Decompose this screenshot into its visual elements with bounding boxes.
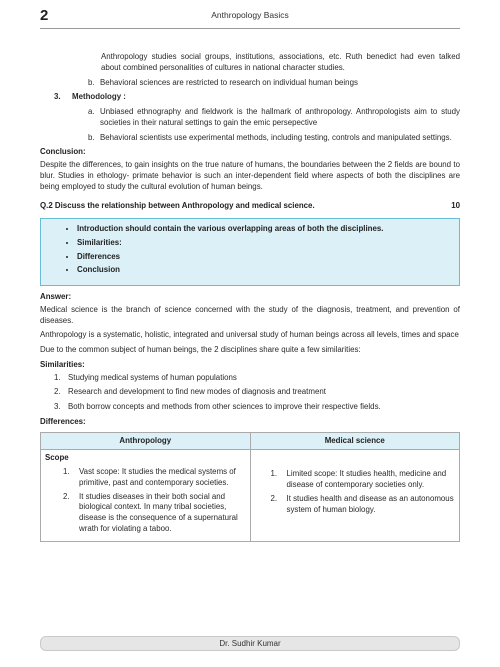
similarities-heading: Similarities: bbox=[40, 359, 85, 369]
page-footer: Dr. Sudhir Kumar bbox=[40, 636, 460, 651]
list-item: 1. Studying medical systems of human populations bbox=[54, 372, 237, 382]
question-marks: 10 bbox=[451, 201, 460, 211]
answer-paragraph: Medical science is the branch of science concerned with the study of the diagnosis, treatment, and prevention of diseases. bbox=[40, 304, 460, 325]
column-header: Anthropology bbox=[41, 432, 251, 450]
question-row bbox=[40, 201, 460, 212]
table-cell bbox=[41, 450, 251, 541]
list-item: • Similarities: bbox=[77, 238, 449, 249]
answer-heading: Answer: bbox=[40, 292, 72, 301]
differences-table bbox=[40, 432, 460, 542]
list-item: 3. Both borrow concepts and methods from other sciences to improve their respective fields. bbox=[54, 402, 381, 411]
page-header bbox=[40, 6, 460, 29]
list-item: 2. It studies diseases in their both social and biological context. In many tribal societies, disease is the consequence of a supernatural wrath for violating a taboo. bbox=[63, 491, 238, 533]
question-text: Q.2 Discuss the relationship between Anthropology and medical science. bbox=[40, 201, 315, 211]
answer-paragraph: Due to the common subject of human beings, the 2 disciplines share quite a few similarities: bbox=[40, 345, 361, 354]
list-item: b. Behavioral sciences are restricted to research on individual human beings bbox=[88, 77, 358, 87]
conclusion-paragraph: Despite the differences, to gain insights on the true nature of humans, the boundaries between the 2 fields are bound to blur. Studies in ethology- primate behavior is such an inter-dependent field where aspects of both the disciplines are being employed to study the cultural evolution of human beings. bbox=[40, 160, 460, 191]
table-cell bbox=[250, 450, 460, 541]
list-item: 1. Vast scope: It studies the medical systems of primitive, past and contemporary societies. bbox=[63, 467, 236, 487]
differences-heading: Differences: bbox=[40, 416, 86, 426]
page-number: 2 bbox=[40, 7, 49, 24]
answer-paragraph: Anthropology is a systematic, holistic, integrated and universal study of human beings across all levels, times and space bbox=[40, 330, 459, 340]
list-item: 2. It studies health and disease as an autonomous system of human biology. bbox=[270, 493, 454, 514]
book-title: Anthropology Basics bbox=[211, 10, 289, 20]
list-item: b. Behavioral scientists use experimental methods, including testing, controls and manipulated settings. bbox=[88, 132, 452, 142]
similarities-list bbox=[40, 373, 460, 413]
hint-box bbox=[40, 218, 460, 286]
continued-paragraph: Anthropology studies social groups, institutions, associations, etc. Ruth benedict had even talked about combined personalities of cultures in national character studies. bbox=[101, 52, 460, 72]
conclusion-heading: Conclusion: bbox=[40, 147, 86, 157]
row-label: Scope bbox=[45, 453, 69, 463]
list-item: 2. Research and development to find new modes of diagnosis and treatment bbox=[54, 387, 326, 397]
hint-list bbox=[65, 224, 449, 276]
page-content bbox=[40, 52, 460, 542]
list-item: • Differences bbox=[77, 252, 449, 263]
list-item: 1. Limited scope: It studies health, medicine and disease of contemporary societies only. bbox=[270, 469, 447, 489]
methodology-heading: 3. Methodology : bbox=[54, 92, 126, 102]
list-item: • Introduction should contain the various overlapping areas of both the disciplines. bbox=[77, 224, 449, 235]
list-item: a. Unbiased ethnography and fieldwork is the hallmark of anthropology. Anthropologists aim to study societies in their natural settings to gain the emic persepective bbox=[88, 107, 460, 127]
table-row bbox=[41, 450, 460, 541]
column-header: Medical science bbox=[250, 432, 460, 450]
list-item: • Conclusion bbox=[77, 265, 449, 276]
